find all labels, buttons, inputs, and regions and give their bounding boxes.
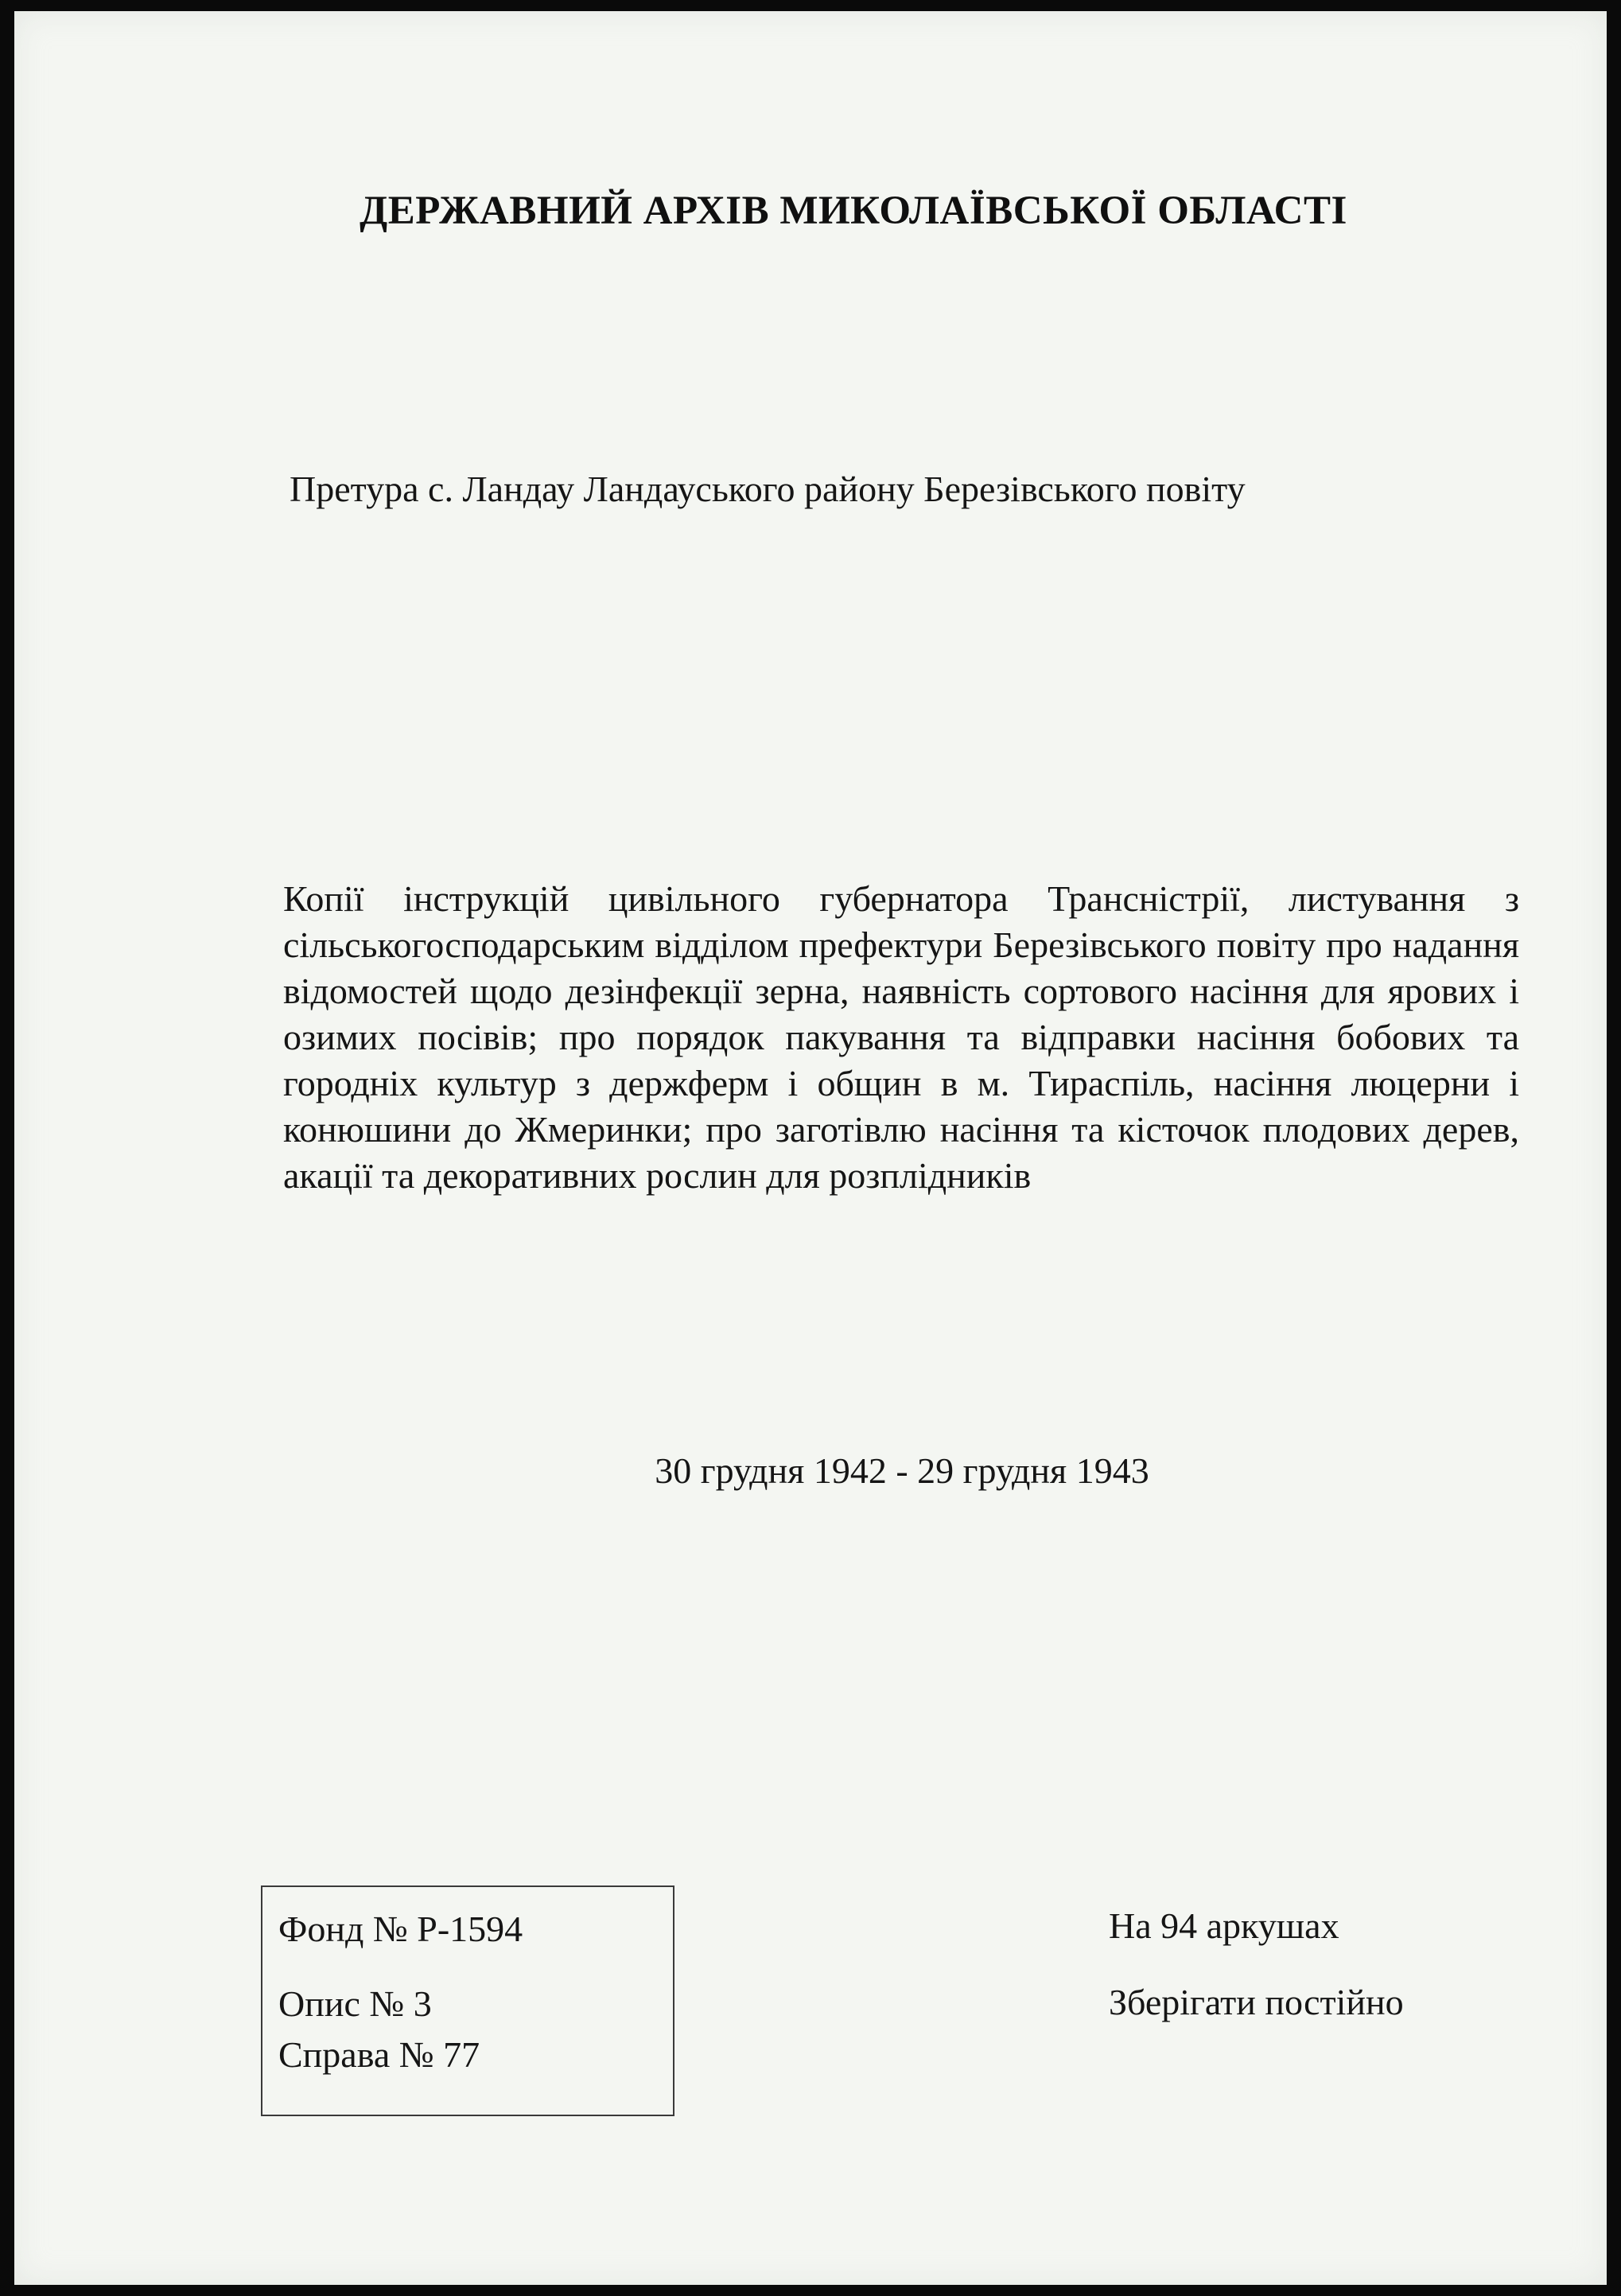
sheet-count: На 94 аркушах — [1109, 1905, 1339, 1946]
institution-name: Претура с. Ландау Ландауського району Березівського повіту — [290, 469, 1246, 509]
retention-note: Зберігати постійно — [1109, 1982, 1404, 2022]
archive-title: ДЕРЖАВНИЙ АРХІВ МИКОЛАЇВСЬКОЇ ОБЛАСТІ — [360, 189, 1347, 233]
file-description: Копії інструкцій цивільного губернатора Трансністрії, листування з сільськогосподарським відділом префектури Березівського повіту про надання відомостей щодо дезінфекції зерна, наявність сортового насіння для ярових і озимих посівів; про порядок пакування та відправки насіння бобових та городніх культур з держферм і общин в м. Тираспіль, насіння люцерни і конюшини до Жмеринки; про заготівлю насіння та кісточок плодових дерев, акації та декоративних рослин для розплідників — [283, 878, 1519, 1196]
document-sheet — [14, 11, 1607, 2285]
date-range: 30 грудня 1942 - 29 грудня 1943 — [655, 1450, 1149, 1491]
record-info-box — [261, 1885, 674, 2116]
opys-number: Опис № 3 — [278, 1983, 432, 2024]
fond-number: Фонд № Р-1594 — [278, 1909, 523, 1949]
sprava-number: Справа № 77 — [278, 2034, 480, 2075]
